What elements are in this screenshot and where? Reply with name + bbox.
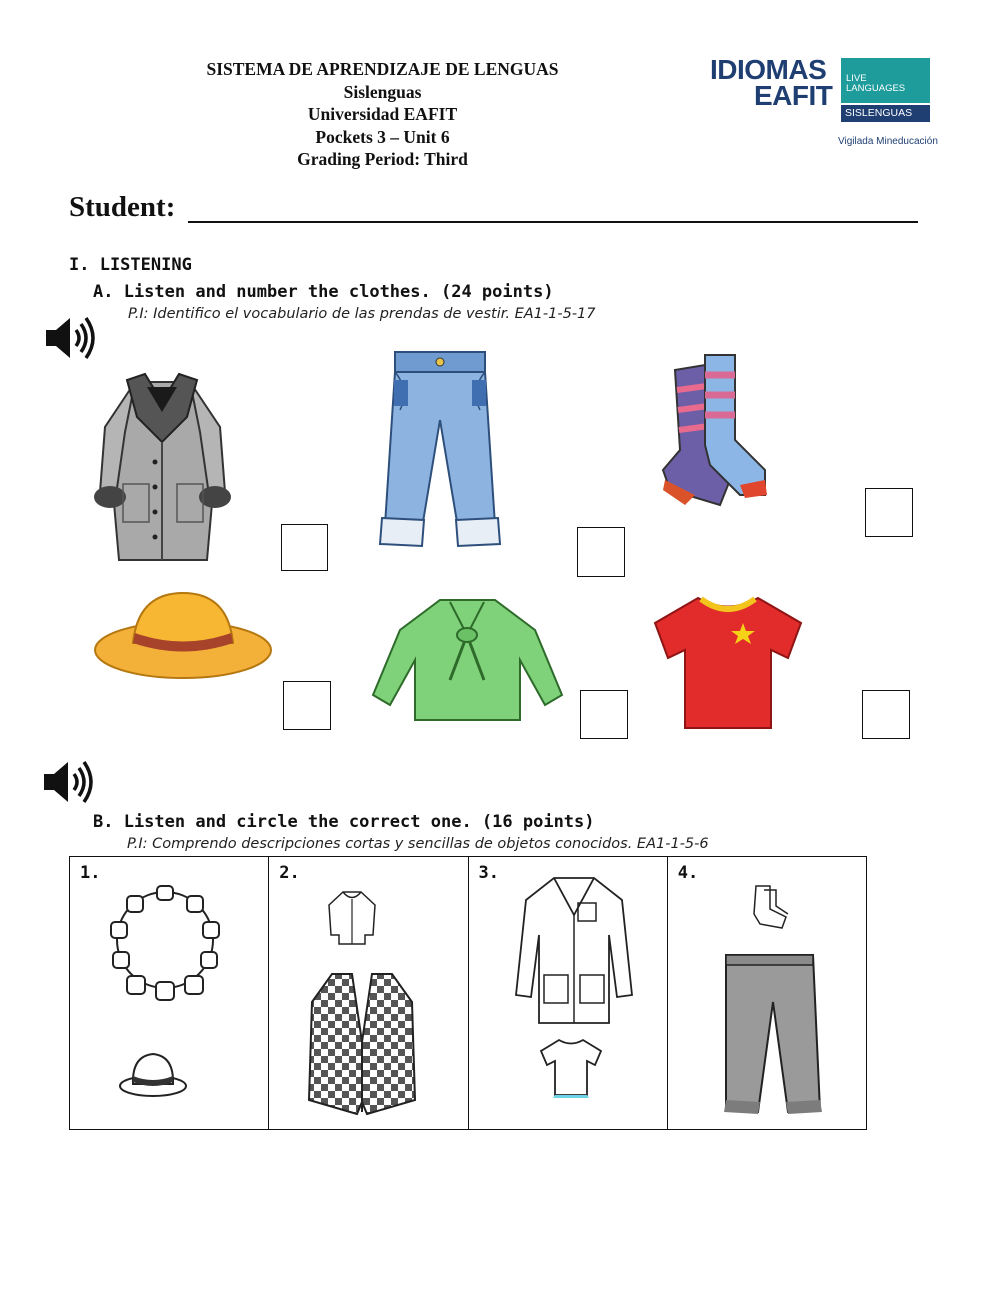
header-line-2: Sislenguas — [343, 81, 422, 102]
section-title-listening: I. LISTENING — [69, 255, 192, 275]
grid-number: 1. — [80, 863, 101, 883]
grid-cell-4 — [668, 857, 866, 1129]
cardigan-image[interactable] — [327, 889, 377, 947]
blouse-image — [370, 590, 565, 735]
part-b-title: B. Listen and circle the correct one. (16 points) — [93, 812, 595, 832]
grid-cell-2 — [269, 857, 468, 1129]
socks-image — [655, 350, 775, 515]
student-label: Student: — [69, 191, 176, 223]
logo-tag-languages: LANGUAGES — [846, 83, 906, 94]
grid-cell-1 — [70, 857, 269, 1129]
document-header — [150, 58, 615, 171]
header-line-1: SISTEMA DE APRENDIZAJE DE LENGUAS — [206, 59, 559, 79]
part-a-pi: P.I: Identifico el vocabulario de las prendas de vestir. EA1-1-5-17 — [128, 306, 596, 322]
idiomas-eafit-logo — [708, 56, 938, 156]
grid-cell-3 — [469, 857, 668, 1129]
logo-live-languages — [841, 58, 930, 103]
logo-vigilada: Vigilada Mineducación — [838, 136, 938, 147]
student-name-line[interactable] — [188, 221, 918, 223]
jeans-image — [380, 350, 500, 548]
header-line-3: Universidad EAFIT — [307, 104, 458, 124]
lab-coat-image[interactable] — [514, 875, 634, 1025]
logo-word-eafit: EAFIT — [754, 80, 833, 111]
sock-image[interactable] — [748, 884, 790, 930]
header-line-4: Pockets 3 – Unit 6 — [315, 126, 450, 147]
answer-box-socks[interactable] — [865, 488, 913, 537]
part-b-pi: P.I: Comprendo descripciones cortas y sencillas de objetos conocidos. EA1-1-5-6 — [127, 836, 709, 852]
grid-number: 2. — [279, 863, 300, 883]
answer-box-coat[interactable] — [281, 524, 328, 571]
speaker-icon[interactable] — [42, 314, 98, 362]
necklace-image[interactable] — [105, 882, 225, 1002]
hat-image — [93, 588, 273, 688]
answer-box-hat[interactable] — [283, 681, 331, 730]
logo-word-idiomas: IDIOMAS — [710, 54, 827, 85]
choice-grid — [69, 856, 867, 1130]
answer-box-jeans[interactable] — [577, 527, 625, 577]
answer-box-tshirt[interactable] — [862, 690, 910, 739]
coat-image — [95, 372, 230, 562]
header-line-5: Grading Period: Third — [297, 149, 468, 169]
logo-tag-live: LIVE — [846, 73, 867, 84]
answer-box-blouse[interactable] — [580, 690, 628, 739]
speaker-icon[interactable] — [40, 758, 96, 806]
white-tshirt-image[interactable] — [539, 1037, 603, 1099]
logo-sislenguas: SISLENGUAS — [841, 105, 930, 122]
grid-number: 3. — [478, 863, 499, 883]
fedora-image[interactable] — [118, 1050, 188, 1100]
grid-number: 4. — [677, 863, 699, 883]
gray-trousers-image[interactable] — [718, 952, 823, 1117]
part-a-title: A. Listen and number the clothes. (24 points) — [93, 282, 554, 302]
tshirt-image — [653, 593, 803, 731]
vest-image[interactable] — [307, 972, 417, 1117]
